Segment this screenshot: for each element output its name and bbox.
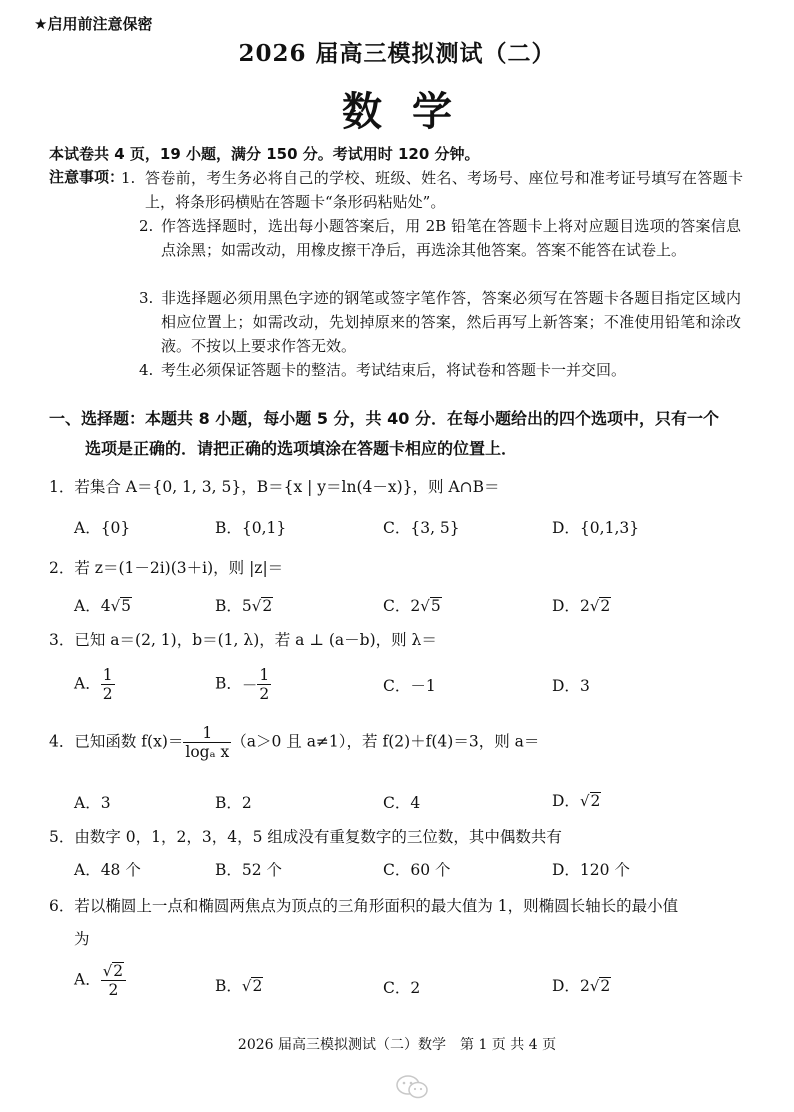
note-item <box>121 166 743 214</box>
option-letter: A． <box>74 970 101 989</box>
q4-option-c <box>383 791 420 813</box>
option-letter: B． <box>215 597 242 615</box>
option-letter: D． <box>552 677 580 695</box>
denominator: logₐ x <box>185 743 230 761</box>
stem-text: （a＞0 且 a≠1），若 f(2)＋f(4)＝3，则 a＝ <box>231 732 540 751</box>
q3-option-d <box>552 674 590 696</box>
option-letter: C． <box>383 597 411 615</box>
option-radicand: 2 <box>600 597 611 615</box>
note-number: 3. <box>139 289 154 307</box>
sqrt-icon: √ <box>579 792 590 810</box>
q5-option-b: B．52 个 <box>215 861 283 879</box>
note-item <box>139 358 741 382</box>
q6-option-b <box>215 974 263 996</box>
sqrt-icon: √ <box>102 962 113 980</box>
option-coef: 2 <box>579 597 590 615</box>
sqrt-icon: √ <box>110 597 121 615</box>
option-letter: D． <box>552 792 580 810</box>
denominator: 2 <box>108 981 119 999</box>
fraction <box>257 666 271 703</box>
option-text: 4 <box>410 794 421 812</box>
exam-intro: 本试卷共 4 页，19 小题，满分 150 分。考试用时 120 分钟。 <box>49 145 480 163</box>
option-letter: C． <box>383 794 411 812</box>
option-text: －1 <box>410 677 436 695</box>
option-letter: A． <box>74 794 101 812</box>
note-text: 考生必须保证答题卡的整洁。考试结束后，将试卷和答题卡一并交回。 <box>161 361 627 379</box>
option-coef: 5 <box>241 597 252 615</box>
option-radicand: 5 <box>430 597 441 615</box>
option-coef: 4 <box>100 597 111 615</box>
section-heading: 一、选择题：本题共 8 小题，每小题 5 分，共 40 分．在每小题给出的四个选项中，只有一个 <box>49 409 719 428</box>
option-letter: C． <box>383 677 411 695</box>
option-sign: － <box>241 676 258 695</box>
subject-title: 数学 <box>342 88 482 135</box>
option-letter: C． <box>383 979 411 997</box>
exam-title: 2026 届高三模拟测试（二） <box>238 40 556 67</box>
option-radicand: 5 <box>121 597 132 615</box>
option-radicand: 2 <box>113 962 124 980</box>
question-3-stem: 3．已知 a＝(2, 1)，b＝(1, λ)，若 a ⊥ (a－b)，则 λ＝ <box>49 631 437 649</box>
numerator: 1 <box>259 666 270 684</box>
question-6-stem: 6．若以椭圆上一点和椭圆两焦点为顶点的三角形面积的最大值为 1，则椭圆长轴长的最小值 <box>49 897 679 915</box>
option-radicand: 2 <box>252 977 263 995</box>
option-letter: D． <box>552 597 580 615</box>
note-text: 答卷前，考生务必将自己的学校、班级、姓名、考场号、座位号和准考证号填写在答题卡上，将条形码横贴在答题卡“条形码粘贴处”。 <box>145 169 743 211</box>
option-letter: B． <box>215 674 242 693</box>
question-5-stem: 5．由数字 0，1，2，3，4，5 组成没有重复数字的三位数，其中偶数共有 <box>49 828 562 846</box>
section-heading-cont: 选项是正确的．请把正确的选项填涂在答题卡相应的位置上． <box>85 439 518 458</box>
q6-option-c <box>383 976 420 998</box>
q6-option-a <box>74 962 126 999</box>
denominator: 2 <box>102 685 113 703</box>
option-text: 3 <box>579 677 590 695</box>
numerator: 1 <box>183 724 231 743</box>
q3-option-c <box>383 674 436 696</box>
q3-option-b <box>215 666 271 703</box>
q2-option-d <box>552 594 611 616</box>
numerator: 1 <box>102 666 113 684</box>
q2-option-a <box>74 594 132 616</box>
option-text: 3 <box>100 794 111 812</box>
q5-option-a: A．48 个 <box>74 861 141 879</box>
q4-option-a <box>74 791 111 813</box>
notes-label: 注意事项： <box>49 168 125 186</box>
option-radicand: 2 <box>590 792 601 810</box>
option-text: 2 <box>410 979 421 997</box>
note-number: 1. <box>121 169 136 187</box>
sqrt-icon: √ <box>420 597 430 615</box>
stem-text: 4．已知函数 f(x)＝ <box>49 732 184 751</box>
option-radicand: 2 <box>262 597 273 615</box>
q1-option-b: B．{0,1} <box>215 519 287 537</box>
note-item <box>139 214 741 262</box>
question-1-stem: 1．若集合 A＝{0, 1, 3, 5}，B＝{x | y＝ln(4－x)}，则 A∩B＝ <box>49 478 500 496</box>
option-letter: B． <box>215 794 242 812</box>
option-letter: D． <box>552 977 580 995</box>
q5-option-c: C．60 个 <box>383 861 451 879</box>
option-coef: 2 <box>410 597 421 615</box>
q6-option-d <box>552 974 611 996</box>
sqrt-icon: √ <box>589 977 600 995</box>
q4-option-d <box>552 789 601 811</box>
denominator: 2 <box>259 685 270 703</box>
q1-option-a: A．{0} <box>74 519 131 537</box>
numerator <box>101 962 126 981</box>
page-footer: 2026 届高三模拟测试（二）数学 第 1 页 共 4 页 <box>237 1037 557 1053</box>
option-text: 2 <box>241 794 252 812</box>
option-letter: B． <box>215 977 242 995</box>
q1-option-c: C．{3, 5} <box>383 519 460 537</box>
q2-option-b <box>215 594 273 616</box>
option-radicand: 2 <box>600 977 611 995</box>
sqrt-icon: √ <box>251 597 262 615</box>
q2-option-c <box>383 594 442 616</box>
note-text: 作答选择题时，选出每小题答案后，用 2B 铅笔在答题卡上将对应题目选项的答案信息点涂黑；如需改动，用橡皮擦干净后，再选涂其他答案。答案不能答在试卷上。 <box>161 217 741 259</box>
note-number: 2. <box>139 217 154 235</box>
option-letter: A． <box>74 597 101 615</box>
q5-option-d: D．120 个 <box>552 861 630 879</box>
option-coef: 2 <box>579 977 590 995</box>
question-2-stem: 2．若 z＝(1－2i)(3＋i)，则 |z|＝ <box>49 559 284 577</box>
option-letter: A． <box>74 674 101 693</box>
wechat-watermark-icon <box>393 1073 433 1101</box>
fraction <box>101 666 115 703</box>
confidential-mark: ★启用前注意保密 <box>34 15 153 33</box>
fraction <box>183 724 231 761</box>
sqrt-icon: √ <box>241 977 252 995</box>
q3-option-a <box>74 666 115 703</box>
fraction <box>101 962 126 999</box>
note-number: 4. <box>139 361 154 379</box>
question-4-stem <box>49 724 539 761</box>
q4-option-b <box>215 791 252 813</box>
note-item <box>139 286 741 358</box>
question-6-stem-cont: 为 <box>74 930 90 948</box>
q1-option-d: D．{0,1,3} <box>552 519 640 537</box>
note-text: 非选择题必须用黑色字迹的钢笔或签字笔作答，答案必须写在答题卡各题目指定区域内相应位置上；如需改动，先划掉原来的答案，然后再写上新答案；不准使用铅笔和涂改液。不按以上要求作答无效。 <box>161 289 741 355</box>
sqrt-icon: √ <box>589 597 600 615</box>
